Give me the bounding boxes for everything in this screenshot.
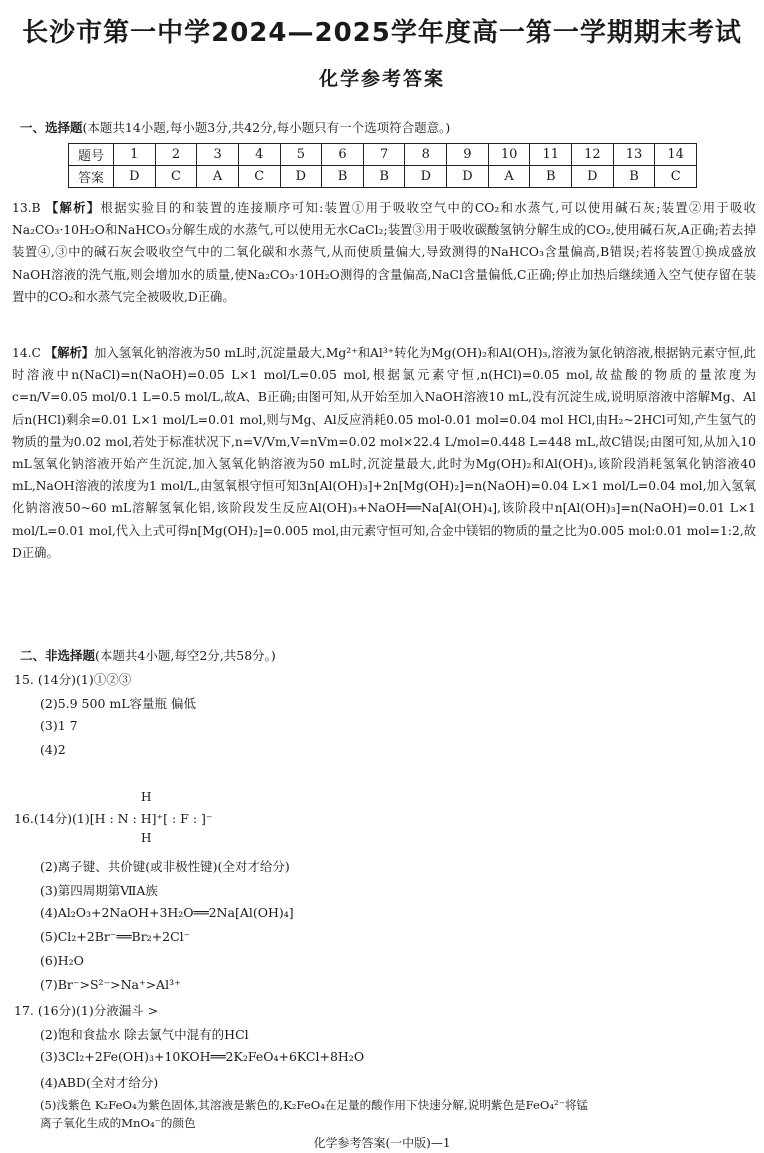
question-number-cell: 2 <box>155 144 197 166</box>
q16-line-3: (3)第四周期第ⅦA族 <box>40 883 158 898</box>
question-number-cell: 8 <box>405 144 447 166</box>
question-number-cell: 10 <box>488 144 530 166</box>
q15-line-2: (2)5.9 500 mL容量瓶 偏低 <box>40 696 197 711</box>
question-number-cell: 6 <box>322 144 364 166</box>
answer-cell: D <box>447 166 489 188</box>
q17-line-1: 17. (16分)(1)分液漏斗 > <box>14 1003 159 1018</box>
answer-cell: C <box>238 166 280 188</box>
section1-note: (本题共14小题,每小题3分,共42分,每小题只有一个选项符合题意。) <box>82 120 451 135</box>
question-number-cell: 14 <box>655 144 697 166</box>
q14-explanation <box>12 342 756 564</box>
question-number-cell: 12 <box>572 144 614 166</box>
section1-heading <box>20 118 450 136</box>
q14-text-line: =0.005 mol,由元素守恒可知,合金中镁铝的物质的量之比为0.005 mol:0.01 mol=1:2,故D正确。 <box>12 523 756 560</box>
answer-cell: D <box>280 166 322 188</box>
question-number-cell: 7 <box>363 144 405 166</box>
answer-cell: A <box>488 166 530 188</box>
page-subtitle: 化学参考答案 <box>318 68 445 90</box>
q14-text-line: 下,n=V/Vm,V=nVm=0.02 mol×22.4 L/mol=0.448 L=448 mL,故C错误;由图可知,从加入10 mL氢氧化钠溶 <box>12 434 756 472</box>
q13-text-line: ②用于吸收Na₂CO₃·10H₂O和NaHCO₃分解生成的水蒸气,可以使用无水CaCl₂;装置③用于吸收碳酸氢钠分解 <box>12 201 756 238</box>
answer-cell: D <box>114 166 156 188</box>
page-footer: 化学参考答案(一中版)—1 <box>313 1136 451 1150</box>
answer-cell: A <box>197 166 239 188</box>
question-number-cell: 3 <box>197 144 239 166</box>
q17-line-4: (4)ABD(全对才给分) <box>40 1075 159 1090</box>
answer-cell: B <box>613 166 655 188</box>
answer-cell: C <box>155 166 197 188</box>
q15-line-3: (3)1 7 <box>40 718 78 733</box>
q13-label: 13.B <box>12 201 41 215</box>
electron-dot-h-bottom: H <box>141 831 152 845</box>
answer-cell: C <box>655 166 697 188</box>
q14-text-line: 液开始产生沉淀,加入氢氧化钠溶液为50 mL时,沉淀量最大,此时为Mg(OH)₂和Al(OH)₃,该阶段消耗氢氧化 <box>97 457 702 472</box>
electron-dot-h-top: H <box>141 790 152 804</box>
section1-title: 一、选择题 <box>20 120 83 135</box>
q17-line-6: 离子氧化生成的MnO₄⁻的颜色 <box>40 1116 196 1130</box>
q14-text-line: =0.05 mol,故盐酸的物质的量浓度为c=n/V=0.05 mol/0.1 L=0.5 mol/L,故A、B正确;由图可知,从开始至加入NaOH <box>12 368 757 405</box>
q14-text-line: 溶液,根据钠元素守恒,此时溶液中n(NaCl)=n(NaOH)=0.05 L×1 mol/L=0.05 mol,根据氯元素守恒,n(HCl) <box>12 346 756 383</box>
q17-line-3: (3)3Cl₂+2Fe(OH)₃+10KOH══2K₂FeO₄+6KCl+8H₂O <box>40 1049 365 1064</box>
q13-tag: 【解析】 <box>45 201 101 215</box>
section2-heading <box>20 646 276 664</box>
question-number-cell: 1 <box>114 144 156 166</box>
answer-cell: D <box>572 166 614 188</box>
answer-table <box>68 143 697 188</box>
answer-cell: D <box>405 166 447 188</box>
q17-line-5: (5)浅紫色 K₂FeO₄为紫色固体,其溶液是紫色的,K₂FeO₄在足量的酸作用下快速分解,说明紫色是FeO₄²⁻将锰 <box>40 1098 589 1112</box>
q15-line-1: 15. (14分)(1)①②③ <box>14 672 132 687</box>
question-number-cell: 13 <box>613 144 655 166</box>
table-row-numbers <box>69 144 697 166</box>
q13-text-line: 生成的CO₂,使用碱石灰,A正确;若去掉装置④,③中的碱石灰会吸收空气中的二氧化碳和水蒸气,从而使质量偏 <box>12 223 756 260</box>
section2-title: 二、非选择题 <box>20 648 96 663</box>
q14-text-line: ══Na[Al(OH)₄],该阶段中n[Al(OH)₃]=n(NaOH)=0.01 L×1 mol/L=0.01 mol,代入上式可得n[Mg(OH)₂] <box>12 501 756 538</box>
question-number-cell: 5 <box>280 144 322 166</box>
q14-text-line: 加入氢氧化钠溶液为50 mL时,沉淀量最大,Mg²⁺和Al³⁺转化为Mg(OH)₂和Al(OH)₃,溶液为氯化钠 <box>94 346 626 360</box>
q16-line-7: (7)Br⁻>S²⁻>Na⁺>Al³⁺ <box>40 977 181 992</box>
section2-note: (本题共4小题,每空2分,共58分。) <box>95 648 276 663</box>
question-number-cell: 9 <box>447 144 489 166</box>
question-number-cell: 11 <box>530 144 572 166</box>
table-row-answers <box>69 166 697 188</box>
q13-text-line: Na₂CO₃·10H₂O测得的含量偏高,NaCl含量偏低,C正确;停止加热后继续通入空气使存留在装置中的CO₂和水 <box>12 267 756 304</box>
page-title: 长沙市第一中学2024—2025学年度高一第一学期期末考试 <box>22 18 742 48</box>
q14-text-line: 钠溶液40 mL,NaOH溶液的浓度为1 mol/L,由氢氧根守恒可知3n[Al(OH)₃]+2n[Mg(OH)₂]=n(NaOH)= <box>12 457 756 494</box>
q16-line-6: (6)H₂O <box>40 953 84 968</box>
table-header-cell: 题号 <box>69 144 114 166</box>
q13-text-line: 大,导致测得的NaHCO₃含量偏高,B错误;若将装置①换成盛放NaOH溶液的洗气瓶,则会增加水的质量,使 <box>12 245 756 282</box>
answer-cell: B <box>322 166 364 188</box>
q14-text-line: 0.04 L×1 mol/L=0.04 mol,加入氢氧化钠溶液50~60 mL溶解氢氧化铝,该阶段发生反应Al(OH)₃+NaOH <box>12 479 757 516</box>
q14-tag: 【解析】 <box>44 346 95 360</box>
answer-cell: B <box>530 166 572 188</box>
q17-line-2: (2)饱和食盐水 除去氯气中混有的HCl <box>40 1027 249 1042</box>
q13-text-line: 根据实验目的和装置的连接顺序可知:装置①用于吸收空气中的CO₂和水蒸气,可以使用碱石灰;装置 <box>100 201 690 215</box>
q16-line-1: 16.(14分)(1)[H : N : H]⁺[ : F : ]⁻ <box>14 811 213 826</box>
q16-line-2: (2)离子键、共价键(或非极性键)(全对才给分) <box>40 859 290 874</box>
question-number-cell: 4 <box>238 144 280 166</box>
q13-text-line: 蒸气完全被吸收,D正确。 <box>97 289 235 304</box>
q14-label: 14.C <box>12 346 41 360</box>
table-header-cell: 答案 <box>69 166 114 188</box>
q14-text-line: 溶液10 mL,没有沉淀生成,说明原溶液中溶解Mg、Al后n(HCl)剩余=0.01 L×1 mol/L=0.01 mol,则与Mg、Al反 <box>12 390 756 427</box>
q13-explanation <box>12 197 756 308</box>
q16-line-4: (4)Al₂O₃+2NaOH+3H₂O══2Na[Al(OH)₄] <box>40 905 294 920</box>
answer-cell: B <box>363 166 405 188</box>
q14-text-line: 应消耗0.05 mol-0.01 mol=0.04 mol HCl,由H₂~2HCl可知,产生氢气的物质的量为0.02 mol,若处于标准状况 <box>12 412 756 449</box>
q16-line-5: (5)Cl₂+2Br⁻══Br₂+2Cl⁻ <box>40 929 191 944</box>
q15-line-4: (4)2 <box>40 742 66 757</box>
